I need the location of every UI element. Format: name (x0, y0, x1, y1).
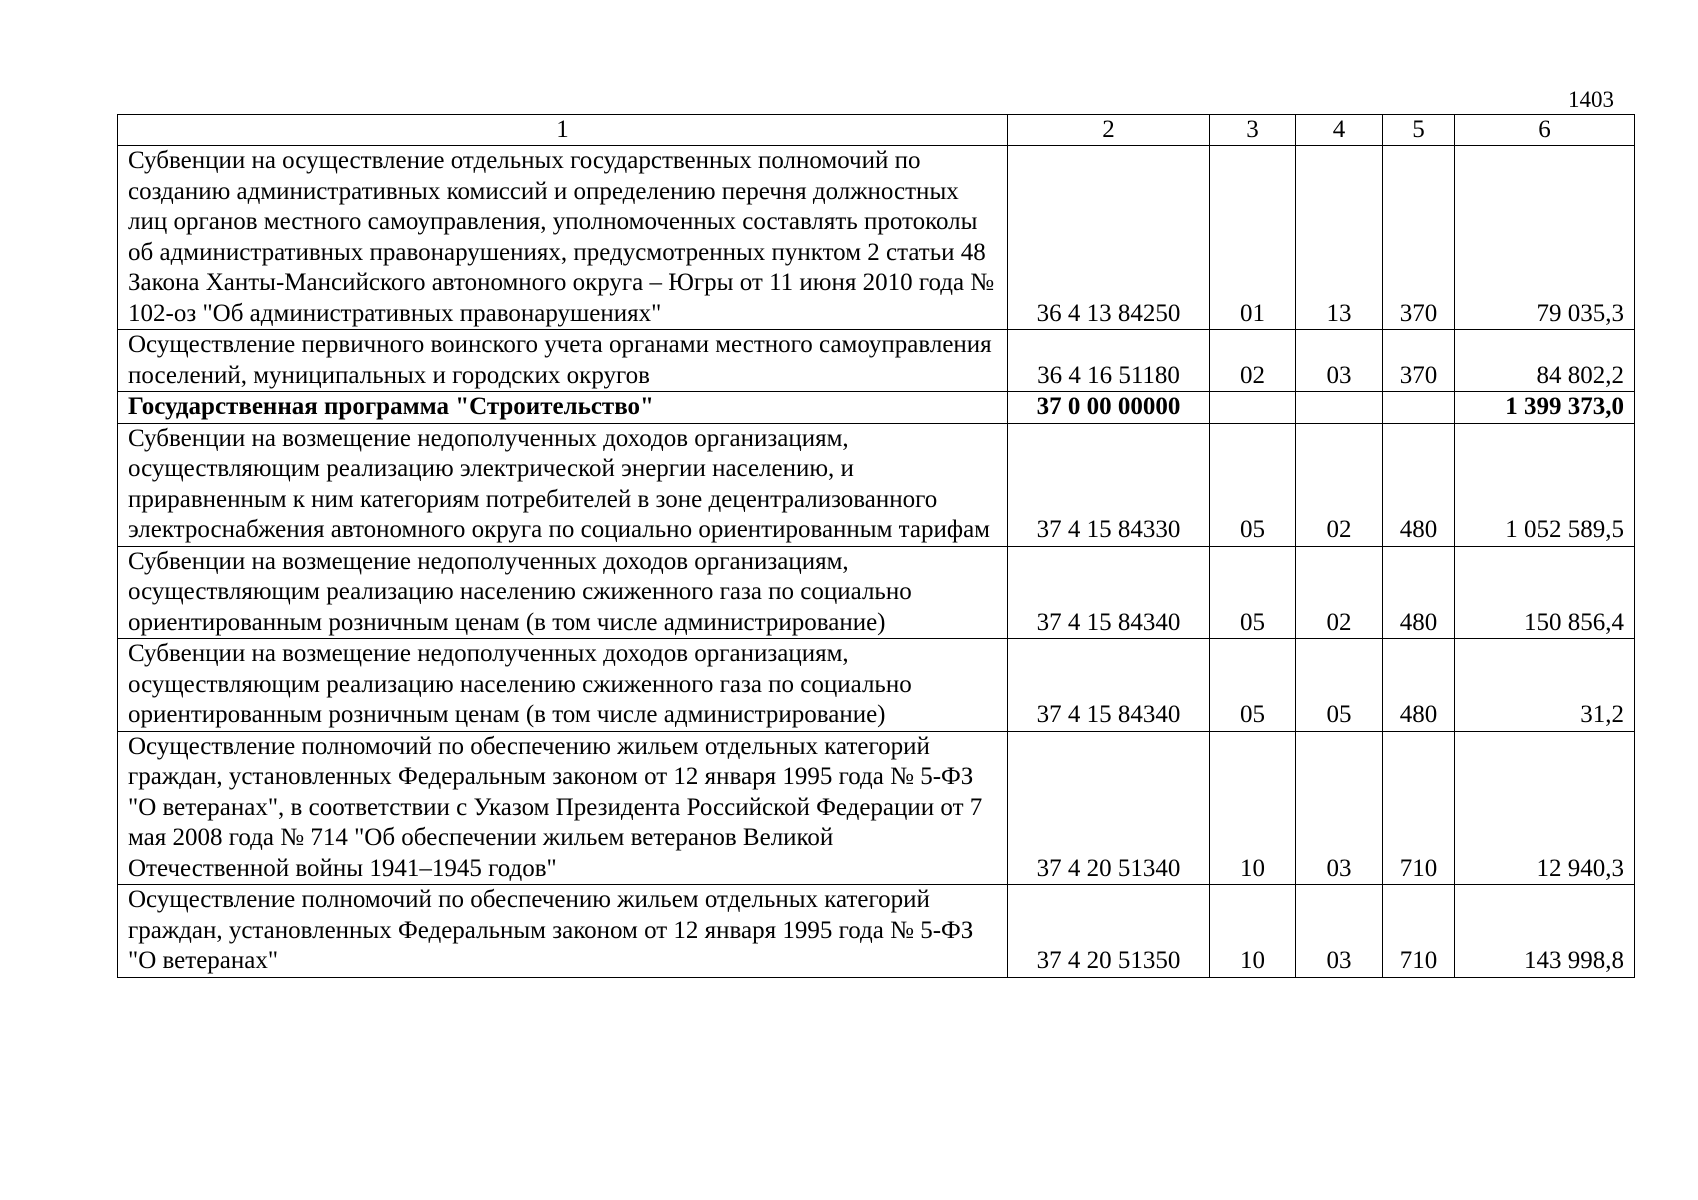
table-row (118, 639, 1635, 732)
row-target-code: 37 4 15 84330 (1008, 423, 1210, 546)
row-subsection: 03 (1296, 330, 1383, 392)
row-name: Осуществление полномочий по обеспечению жильем отдельных категорий граждан, установленных Федеральным законом от 12 января 1995 года № 5-ФЗ "О ветеранах", в соответствии с Указом Президента Российской Федерации от 7 мая 2008 года № 714 "Об обеспечении жильем ветеранов Великой Отечественной войны 1941–1945 годов" (118, 731, 1008, 885)
row-expense-type: 370 (1383, 146, 1455, 330)
row-section: 01 (1210, 146, 1296, 330)
row-target-code: 37 4 20 51350 (1008, 885, 1210, 978)
row-expense-type: 370 (1383, 330, 1455, 392)
row-name: Субвенции на осуществление отдельных государственных полномочий по созданию административных комиссий и определению перечня должностных лиц органов местного самоуправления, уполномоченных составлять протоколы об административных правонарушениях, предусмотренных пунктом 2 статьи 48 Закона Ханты-Мансийского автономного округа – Югры от 11 июня 2010 года № 102-оз "Об административных правонарушениях" (118, 146, 1008, 330)
row-amount: 1 399 373,0 (1455, 392, 1635, 424)
page-number: 1403 (1568, 87, 1614, 112)
row-subsection: 13 (1296, 146, 1383, 330)
row-section: 05 (1210, 639, 1296, 732)
table-row (118, 546, 1635, 639)
row-section: 05 (1210, 423, 1296, 546)
row-expense-type: 480 (1383, 639, 1455, 732)
row-amount: 79 035,3 (1455, 146, 1635, 330)
row-subsection: 02 (1296, 423, 1383, 546)
row-expense-type: 710 (1383, 731, 1455, 885)
table-row (118, 330, 1635, 392)
row-name: Субвенции на возмещение недополученных доходов организациям, осуществляющим реализацию населению сжиженного газа по социально ориентированным розничным ценам (в том числе администрирование) (118, 639, 1008, 732)
row-section (1210, 392, 1296, 424)
table-header (118, 115, 1635, 146)
header-col-1: 1 (118, 115, 1008, 146)
row-target-code: 36 4 13 84250 (1008, 146, 1210, 330)
header-col-6: 6 (1455, 115, 1635, 146)
row-amount: 12 940,3 (1455, 731, 1635, 885)
row-amount: 31,2 (1455, 639, 1635, 732)
row-name: Государственная программа "Строительство" (118, 392, 1008, 424)
table-row (118, 885, 1635, 978)
row-expense-type: 710 (1383, 885, 1455, 978)
row-target-code: 37 0 00 00000 (1008, 392, 1210, 424)
header-row (118, 115, 1635, 146)
row-subsection: 03 (1296, 731, 1383, 885)
row-target-code: 37 4 15 84340 (1008, 546, 1210, 639)
table-row (118, 423, 1635, 546)
row-section: 10 (1210, 731, 1296, 885)
row-expense-type: 480 (1383, 423, 1455, 546)
header-col-3: 3 (1210, 115, 1296, 146)
table-row (118, 146, 1635, 330)
row-target-code: 37 4 15 84340 (1008, 639, 1210, 732)
row-target-code: 36 4 16 51180 (1008, 330, 1210, 392)
table-body (118, 146, 1635, 978)
row-target-code: 37 4 20 51340 (1008, 731, 1210, 885)
row-amount: 150 856,4 (1455, 546, 1635, 639)
row-section: 05 (1210, 546, 1296, 639)
row-amount: 84 802,2 (1455, 330, 1635, 392)
row-name: Осуществление полномочий по обеспечению жильем отдельных категорий граждан, установленных Федеральным законом от 12 января 1995 года № 5-ФЗ "О ветеранах" (118, 885, 1008, 978)
row-amount: 1 052 589,5 (1455, 423, 1635, 546)
row-section: 10 (1210, 885, 1296, 978)
row-subsection (1296, 392, 1383, 424)
row-name: Субвенции на возмещение недополученных доходов организациям, осуществляющим реализацию электрической энергии населению, и приравненным к ним категориям потребителей в зоне децентрализованного электроснабжения автономного округа по социально ориентированным тарифам (118, 423, 1008, 546)
row-amount: 143 998,8 (1455, 885, 1635, 978)
row-expense-type (1383, 392, 1455, 424)
row-expense-type: 480 (1383, 546, 1455, 639)
budget-table (117, 114, 1635, 978)
header-col-4: 4 (1296, 115, 1383, 146)
row-section: 02 (1210, 330, 1296, 392)
header-col-2: 2 (1008, 115, 1210, 146)
header-col-5: 5 (1383, 115, 1455, 146)
row-name: Осуществление первичного воинского учета органами местного самоуправления поселений, муниципальных и городских округов (118, 330, 1008, 392)
row-subsection: 03 (1296, 885, 1383, 978)
row-subsection: 02 (1296, 546, 1383, 639)
table-row (118, 392, 1635, 424)
table-row (118, 731, 1635, 885)
row-name: Субвенции на возмещение недополученных доходов организациям, осуществляющим реализацию населению сжиженного газа по социально ориентированным розничным ценам (в том числе администрирование) (118, 546, 1008, 639)
row-subsection: 05 (1296, 639, 1383, 732)
